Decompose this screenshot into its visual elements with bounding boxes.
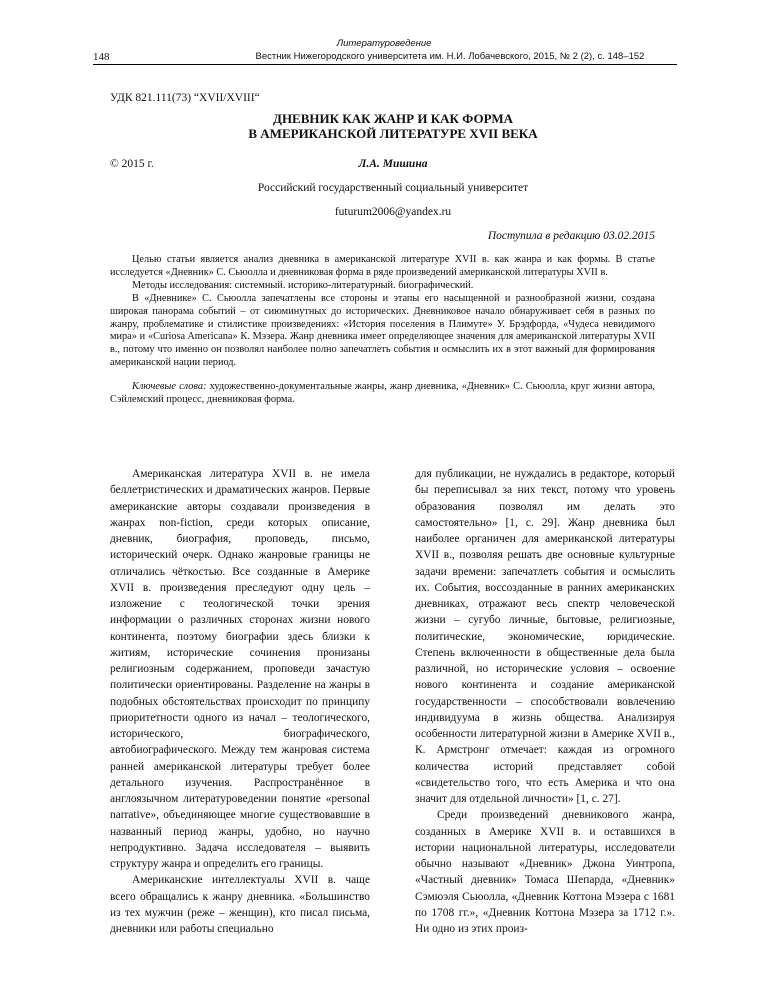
- body-column-right: [415, 466, 675, 937]
- keywords: [110, 381, 655, 407]
- body-paragraph: для публикации, не нуждались в редакторе, который бы переписывал за них текст, потому что уровень образования позволял им делать это самостоятельно» [1, с. 29]. Жанр дневника был наиболее органичен для американской литературы XVII в., позволяя решать две основные культурные задачи времени: запечатлеть события и осмыслить их. События, воссозданные в ранних американских дневниках, отражают весь спектр человеческой жизни – сугубо личные, бытовые, религиозные, политические, экономические, юридические. Степень включенности в общественные дела была различной, но исторические условия – освоение нового континента и создание американской государственности – способствовали вовлечению индивидуума в жизнь общества. Анализируя особенности литературной жизни в Америке XVII в., К. Армстронг отмечает: каждая из огромного количества историй представляет собой «свидетельство того, что есть Америка и что она значит для отдельной личности» [1, с. 27].: [415, 468, 675, 805]
- received-date: Поступила в редакцию 03.02.2015: [487, 230, 655, 242]
- abstract: [110, 254, 655, 370]
- abstract-paragraph: Целью статьи является анализ дневника в американской литературе XVII в. как жанра и как формы. В статье исследуется «Дневник» С. Сьюолла и дневниковая форма в ряде произведений американской литературы XVII в.: [110, 254, 655, 278]
- udk-code: УДК 821.111(73) “XVII/XVIII“: [110, 92, 260, 104]
- body-paragraph: Американские интеллектуалы XVII в. чаще всего обращались к жанру дневника. «Большинство из тех мужчин (реже – женщин), кто писал письма, дневники или работы специально: [110, 874, 370, 935]
- author-name: Л.А. Мишина: [358, 158, 428, 170]
- article-title: [110, 111, 676, 141]
- keywords-text: художественно-документальные жанры, жанр дневника, «Дневник» С. Сьюолла, круг жизни автора, Сэйлемский процесс, дневниковая форма.: [110, 381, 655, 405]
- body-paragraph: Американская литература XVII в. не имела беллетристических и драматических жанров. Первые американские авторы создавали произведения в жанрах non-fiction, среди которых описание, дневник, биография, проповедь, письмо, исторический очерк. Однако жанровые границы не отличались чёткостью. Все созданные в Америке XVII в. произведения преследуют одну цель – изложение с теологической точки зрения информации о различных сторонах жизни нового континента, поэтому биографии здесь близки к житиям, исторические сочинения пронизаны религиозным содержанием, проповеди зачастую политически ориентированы. Разделение на жанры в подобных обстоятельствах происходит по принципу приоритетности одного из начал – теологического, исторического, биографического, автобиографического. Между тем жанровая система ранней американской литературы требует более детального изучения. Распространённое в англоязычном литературоведении понятие «personal narrative», объединяющее многие существовавшие в названный период жанры, удобно, но научно непродуктивно. Задача исследователя – выявить структуру жанра и определить его границы.: [110, 468, 370, 870]
- running-header-section: Литературоведение: [336, 38, 432, 49]
- copyright-year: © 2015 г.: [110, 158, 154, 170]
- running-header-journal: Вестник Нижегородского университета им. Н.И. Лобачевского, 2015, № 2 (2), с. 148–152: [255, 51, 645, 62]
- body-column-left: [110, 466, 370, 937]
- author-email: futurum2006@yandex.ru: [334, 206, 452, 218]
- body-paragraph: Среди произведений дневникового жанра, созданных в Америке XVII в. и оставшихся в истории национальной литературы, исследователи обычно называют «Дневник» Джона Уинтропа, «Частный дневник» Томаса Шепарда, «Дневник» Сэмюэля Сьюолла, «Дневник Коттона Мэзера с 1681 по 1708 гг.», «Дневник Коттона Мэзера за 1712 г.». Ни одно из этих произ-: [415, 809, 675, 935]
- author-affiliation: Российский государственный социальный университет: [257, 182, 529, 194]
- abstract-paragraph: Методы исследования: системный. историко-литературный. биографический.: [132, 279, 474, 291]
- header-rule: [93, 64, 677, 65]
- keywords-label: Ключевые слова:: [132, 381, 207, 392]
- article-title-line-2: В АМЕРИКАНСКОЙ ЛИТЕРАТУРЕ XVII ВЕКА: [248, 126, 538, 141]
- article-title-line-1: ДНЕВНИК КАК ЖАНР И КАК ФОРМА: [273, 111, 513, 126]
- keywords-paragraph: [110, 381, 655, 407]
- page-number: 148: [93, 51, 110, 63]
- abstract-paragraph: В «Дневнике» С. Сьюолла запечатлены все стороны и этапы его насыщенной и разнообразной жизни, создана широкая панорама событий – от сиюминутных до исторических. Дневниковое начало обнаруживает себя в разных по жанру, проблематике и стилистике произведениях: «История поселения в Плимуте» У. Брэдфорда, «Чудеса невидимого мира» и «Curiosa Americana» К. Мэзера. Жанр дневника имеет определяющее значения для американской литературы XVII в., потому что именно он позволял наиболее полно запечатлеть события и осмыслить их в этот важный для формирования американской нации период.: [110, 292, 655, 369]
